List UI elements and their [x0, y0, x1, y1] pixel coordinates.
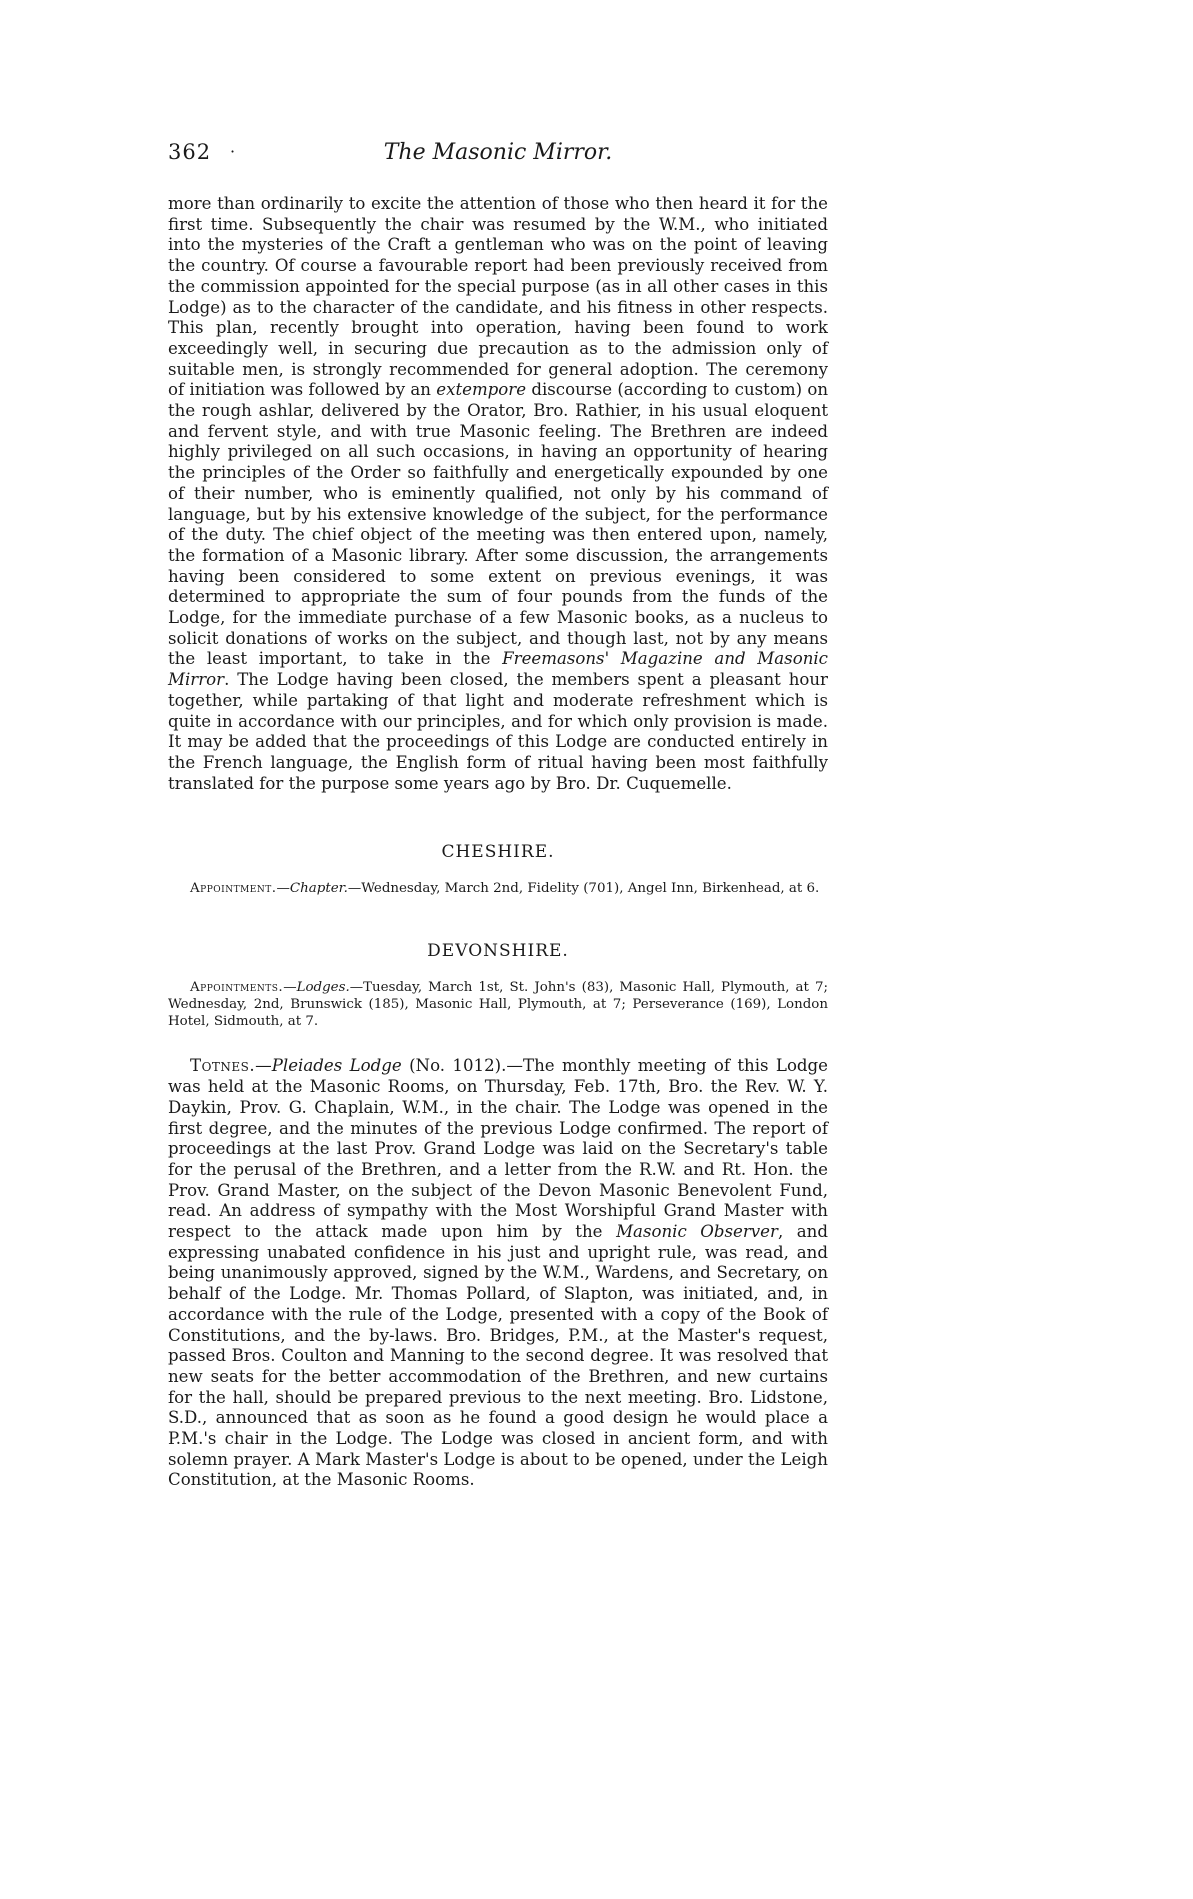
totnes-paragraph	[168, 1056, 828, 1491]
continued-paragraph-text-2: discourse (according to custom) on the rough ashlar, delivered by the Orator, Bro. Rathier, in his usual eloquent and fervent style, and with true Masonic feeling. The Brethren are indeed highly privileged on all such occasions, in having an opportunity of hearing the principles of the Order so faithfully and energetically expounded by one of their number, who is eminently qualified, not only by his command of language, but by his extensive knowledge of the subject, for the performance of the duty. The chief object of the meeting was then entered upon, namely, the formation of a Masonic library. After some discussion, the arrangements having been considered to some extent on previous evenings, it was determined to appropriate the sum of four pounds from the funds of the Lodge, for the immediate purchase of a few Masonic books, as a nucleus to solicit donations of works on the subject, and though last, not by any means the least important, to take in the	[168, 380, 829, 669]
page-mark: ·	[230, 142, 236, 161]
continued-paragraph-italic-1: extempore	[436, 380, 527, 400]
section-heading-devonshire: DEVONSHIRE.	[427, 941, 569, 962]
continued-paragraph-text-3: . The Lodge having been closed, the members spent a pleasant hour together, while partaking of that light and moderate refreshment which is quite in accordance with our principles, and for which only provision is made. It may be added that the proceedings of this Lodge are conducted entirely in the French language, the English form of ritual having been most faithfully translated for the purpose some years ago by Bro. Dr. Cuquemelle.	[168, 670, 828, 793]
notice-cheshire-text: —Wednesday, March 2nd, Fidelity (701), Angel Inn, Birkenhead, at 6.	[347, 881, 820, 897]
notice-cheshire-label: Appointment.	[190, 881, 277, 897]
notice-cheshire-kind: Chapter.	[289, 881, 348, 897]
totnes-text-1: (No. 1012).—The monthly meeting of this Lodge was held at the Masonic Rooms, on Thursday, Feb. 17th, Bro. the Rev. W. Y. Daykin, Prov. G. Chaplain, W.M., in the chair. The Lodge was opened in the first degree, and the minutes of the previous Lodge confirmed. The report of proceedings at the last Prov. Grand Lodge was laid on the Secretary's table for the perusal of the Brethren, and a letter from the R.W. and Rt. Hon. the Prov. Grand Master, on the subject of the Devon Masonic Benevolent Fund, read. An address of sympathy with the Most Worshipful Grand Master with respect to the attack made upon him by the	[168, 1056, 828, 1242]
page-number: 362	[168, 140, 212, 164]
totnes-publication: Masonic Observer	[616, 1222, 778, 1242]
notice-devonshire-dash: —	[283, 980, 297, 996]
continued-paragraph	[168, 194, 828, 794]
notice-devonshire-label: Appointments.	[190, 980, 284, 996]
magazine-title: Freemasons' Magazine and Masonic Mirror	[168, 649, 828, 690]
running-title: The Masonic Mirror.	[383, 140, 613, 165]
totnes-text-2: , and expressing unabated confidence in his just and upright rule, was read, and being unanimously approved, signed by the W.M., Wardens, and Secretary, on behalf of the Lodge. Mr. Thomas Pollard, of Slapton, was initiated, and, in accordance with the rule of the Lodge, presented with a copy of the Book of Constitutions, and the by-laws. Bro. Bridges, P.M., at the Master's request, passed Bros. Coulton and Manning to the second degree. It was resolved that new seats for the better accommodation of the Brethren, and new curtains for the hall, should be prepared previous to the next meeting. Bro. Lidstone, S.D., announced that as soon as he found a good design he would place a P.M.'s chair in the Lodge. The Lodge was closed in ancient form, and with solemn prayer. A Mark Master's Lodge is about to be opened, under the Leigh Constitution, at the Masonic Rooms.	[168, 1222, 828, 1490]
notice-devonshire-text: —Tuesday, March 1st, St. John's (83), Masonic Hall, Plymouth, at 7; Wednesday, 2nd, Brunswick (185), Masonic Hall, Plymouth, at 7; Perseverance (169), London Hotel, Sidmouth, at 7.	[168, 980, 828, 1030]
notice-devonshire	[168, 979, 828, 1030]
totnes-lodge-name: Pleiades Lodge	[271, 1056, 402, 1076]
totnes-dash: —	[255, 1056, 272, 1076]
continued-paragraph-text-1: more than ordinarily to excite the attention of those who then heard it for the first time. Subsequently the chair was resumed by the W.M., who initiated into the mysteries of the Craft a gentleman who was on the point of leaving the country. Of course a favourable report had been previously received from the commission appointed for the special purpose (as in all other cases in this Lodge) as to the character of the candidate, and his fitness in other respects. This plan, recently brought into operation, having been found to work exceedingly well, in securing due precaution as to the admission only of suitable men, is strongly recommended for general adoption. The ceremony of initiation was followed by an	[168, 194, 828, 400]
notice-cheshire	[168, 880, 828, 897]
page	[168, 140, 828, 1491]
spacer	[168, 1030, 828, 1056]
section-heading-cheshire: CHESHIRE.	[441, 842, 555, 863]
totnes-place: Totnes.	[190, 1056, 256, 1076]
notice-cheshire-dash: —	[276, 881, 290, 897]
notice-devonshire-kind: Lodges.	[296, 980, 350, 996]
page-header	[168, 140, 828, 184]
